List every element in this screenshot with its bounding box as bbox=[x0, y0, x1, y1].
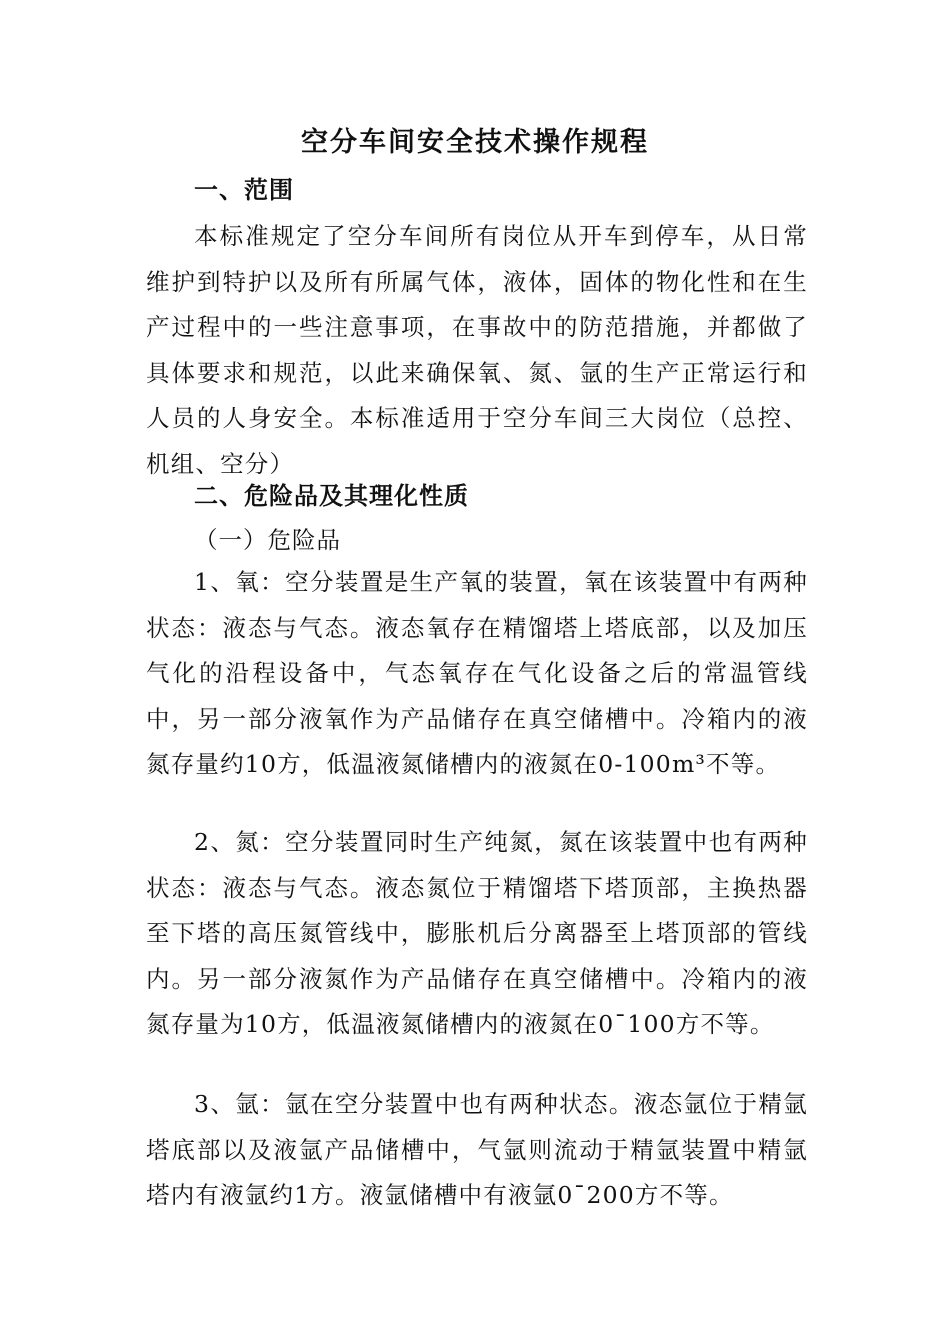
paragraph-scope: 本标准规定了空分车间所有岗位从开车到停车，从日常维护到特护以及所有所属气体，液体，固体的物化性和在生产过程中的一些注意事项，在事故中的防范措施，并都做了具体要求和规范，以此来确保氧、氮、氩的生产正常运行和人员的人身安全。本标准适用于空分车间三大岗位（总控、机组、空分） bbox=[146, 222, 808, 478]
paragraph-argon: 3、氩：氩在空分装置中也有两种状态。液态氩位于精氩塔底部以及液氩产品储槽中，气氩则流动于精氩装置中精氩塔内有液氩约1方。液氩储槽中有液氩0¯200方不等。 bbox=[146, 1090, 808, 1209]
section-heading-hazardous: 二、危险品及其理化性质 bbox=[194, 481, 469, 510]
subsection-heading-hazardous-items: （一）危险品 bbox=[194, 526, 341, 554]
document-title: 空分车间安全技术操作规程 bbox=[301, 127, 649, 158]
paragraph-oxygen: 1、氧：空分装置是生产氧的装置，氧在该装置中有两种状态：液态与气态。液态氧存在精馏塔上塔底部，以及加压气化的沿程设备中，气态氧存在气化设备之后的常温管线中，另一部分液氧作为产品储存在真空储槽中。冷箱内的液氮存量约10方，低温液氮储槽内的液氮在0-100m³不等。 bbox=[146, 568, 808, 778]
section-heading-scope: 一、范围 bbox=[194, 175, 294, 204]
paragraph-nitrogen: 2、氮：空分装置同时生产纯氮，氮在该装置中也有两种状态：液态与气态。液态氮位于精馏塔下塔顶部，主换热器至下塔的高压氮管线中，膨胀机后分离器至上塔顶部的管线内。另一部分液氮作为产品储存在真空储槽中。冷箱内的液氮存量为10方，低温液氮储槽内的液氮在0¯100方不等。 bbox=[146, 828, 808, 1038]
